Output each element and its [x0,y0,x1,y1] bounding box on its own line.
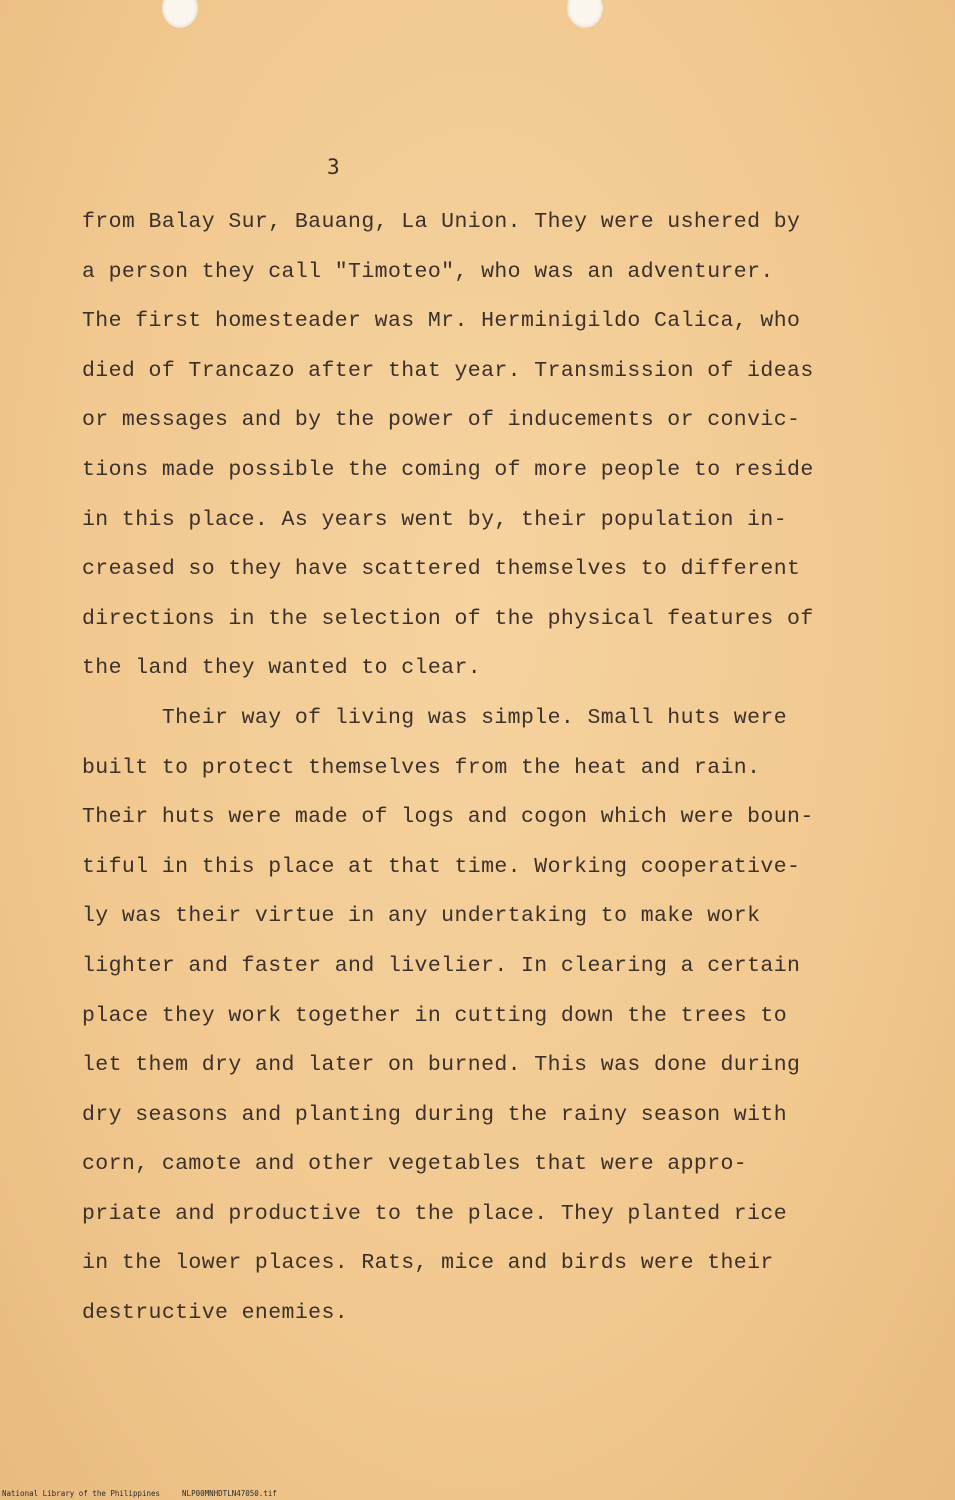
text-line: or messages and by the power of inducements or convic- [82,408,801,433]
footer-filename: NLP00MNHDTLN47050.tif [182,1489,277,1498]
typewritten-body [82,198,912,1339]
text-line: tiful in this place at that time. Working cooperative- [82,854,801,879]
text-line: ly was their virtue in any undertaking to make work [82,904,761,929]
text-line: corn, camote and other vegetables that were appro- [82,1152,748,1177]
page-number: 3 [327,155,340,179]
text-line: dry seasons and planting during the rainy season with [82,1102,788,1127]
text-line: tions made possible the coming of more people to reside [82,457,814,482]
scan-footer [2,1489,277,1498]
text-line: Their way of living was simple. Small huts were [82,705,788,730]
text-line: priate and productive to the place. They planted rice [82,1201,788,1226]
text-line: in the lower places. Rats, mice and birds were their [82,1251,774,1276]
text-line: place they work together in cutting down the trees to [82,1003,788,1028]
text-line: directions in the selection of the physical features of [82,606,814,631]
text-line: the land they wanted to clear. [82,656,482,681]
text-line: creased so they have scattered themselves to different [82,557,801,582]
footer-library: National Library of the Philippines [2,1489,161,1498]
text-line: lighter and faster and livelier. In clearing a certain [82,953,801,978]
text-line: The first homesteader was Mr. Herminigildo Calica, who [82,309,801,334]
text-line: destructive enemies. [82,1301,349,1326]
text-line: built to protect themselves from the heat and rain. [82,755,761,780]
punch-hole-right [567,0,603,28]
text-line: a person they call "Timoteo", who was an adventurer. [82,259,774,284]
text-line: died of Trancazo after that year. Transmission of ideas [82,358,814,383]
text-line: from Balay Sur, Bauang, La Union. They were ushered by [82,210,801,234]
punch-hole-left [162,0,198,28]
text-line: Their huts were made of logs and cogon which were boun- [82,805,814,830]
text-line: in this place. As years went by, their population in- [82,507,788,532]
text-line: let them dry and later on burned. This was done during [82,1053,801,1078]
